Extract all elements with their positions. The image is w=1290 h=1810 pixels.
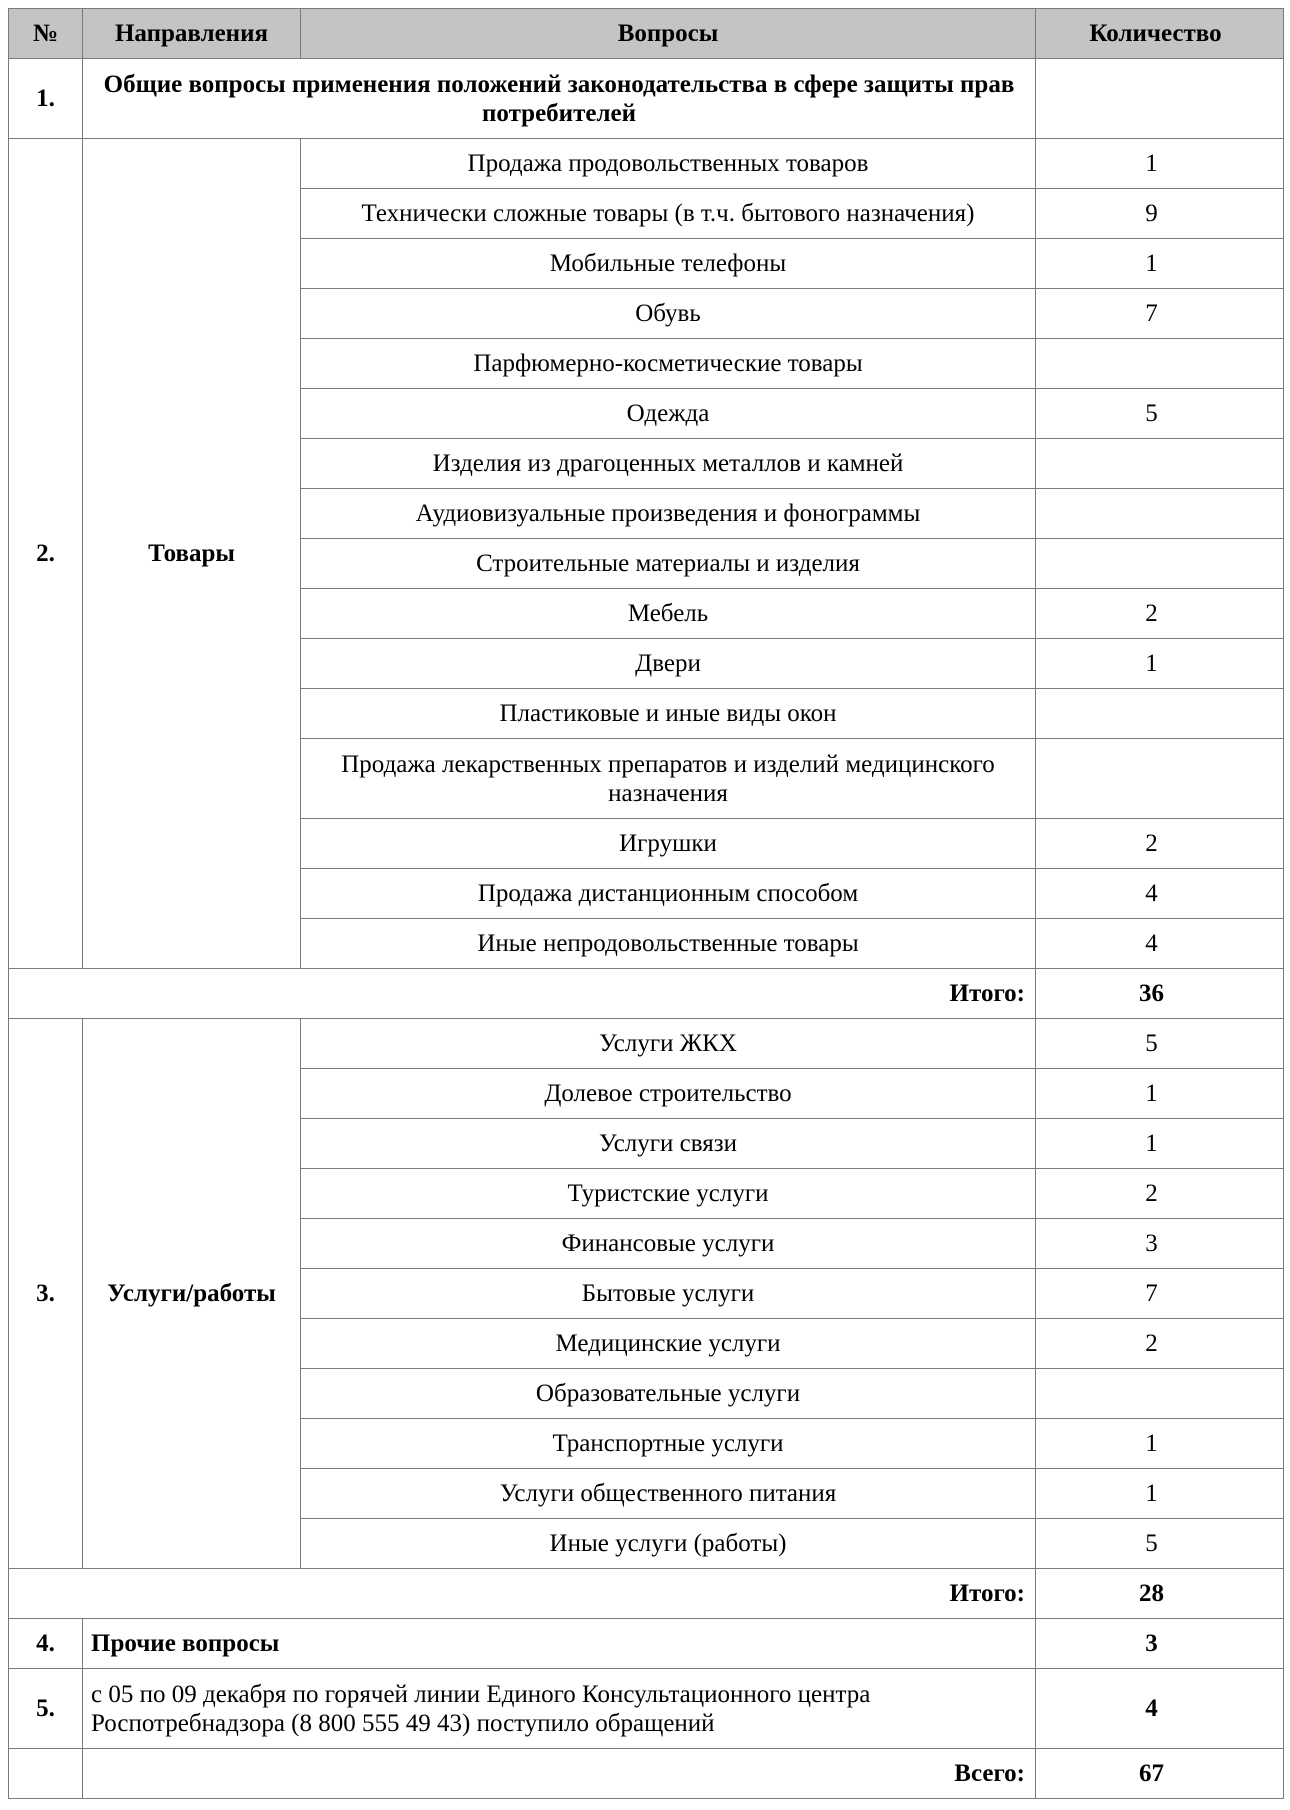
- question-label: Иные услуги (работы): [301, 1519, 1036, 1569]
- question-label: Мебель: [301, 589, 1036, 639]
- question-label: Туристские услуги: [301, 1169, 1036, 1219]
- header-direction: Направления: [83, 9, 301, 59]
- hotline-row: [9, 1669, 1284, 1749]
- grand-total-row: [9, 1749, 1284, 1799]
- goods-label: Товары: [83, 139, 301, 969]
- question-label: Финансовые услуги: [301, 1219, 1036, 1269]
- other-label: Прочие вопросы: [83, 1619, 1036, 1669]
- question-label: Транспортные услуги: [301, 1419, 1036, 1469]
- row-number: 5.: [9, 1669, 83, 1749]
- hotline-count: 4: [1036, 1669, 1284, 1749]
- question-count: 1: [1036, 1469, 1284, 1519]
- question-count: 3: [1036, 1219, 1284, 1269]
- services-item-row: [9, 1019, 1284, 1069]
- question-label: Изделия из драгоценных металлов и камней: [301, 439, 1036, 489]
- question-count: 1: [1036, 1419, 1284, 1469]
- header-no: №: [9, 9, 83, 59]
- question-label: Пластиковые и иные виды окон: [301, 689, 1036, 739]
- question-count: 1: [1036, 1069, 1284, 1119]
- question-count: 1: [1036, 239, 1284, 289]
- question-count: [1036, 489, 1284, 539]
- question-label: Медицинские услуги: [301, 1319, 1036, 1369]
- grand-total-label: Всего:: [83, 1749, 1036, 1799]
- question-label: Услуги общественного питания: [301, 1469, 1036, 1519]
- question-count: 4: [1036, 919, 1284, 969]
- question-label: Одежда: [301, 389, 1036, 439]
- question-count: [1036, 1369, 1284, 1419]
- question-label: Долевое строительство: [301, 1069, 1036, 1119]
- question-count: [1036, 689, 1284, 739]
- question-count: 2: [1036, 1319, 1284, 1369]
- services-total-label: Итого:: [9, 1569, 1036, 1619]
- question-count: [1036, 339, 1284, 389]
- question-count: 1: [1036, 639, 1284, 689]
- goods-item-row: [9, 139, 1284, 189]
- question-count: 1: [1036, 139, 1284, 189]
- row-number: 2.: [9, 139, 83, 969]
- question-count: [1036, 439, 1284, 489]
- question-label: Строительные материалы и изделия: [301, 539, 1036, 589]
- question-count: 4: [1036, 869, 1284, 919]
- question-count: 7: [1036, 1269, 1284, 1319]
- grand-total-value: 67: [1036, 1749, 1284, 1799]
- question-label: Бытовые услуги: [301, 1269, 1036, 1319]
- question-count: 7: [1036, 289, 1284, 339]
- question-count: [1036, 739, 1284, 819]
- question-count: 1: [1036, 1119, 1284, 1169]
- question-label: Аудиовизуальные произведения и фонограммы: [301, 489, 1036, 539]
- grand-total-empty-cell: [9, 1749, 83, 1799]
- goods-total-row: [9, 969, 1284, 1019]
- general-questions-label: Общие вопросы применения положений законодательства в сфере защиты прав потребителей: [83, 59, 1036, 139]
- row-number: 1.: [9, 59, 83, 139]
- question-label: Парфюмерно-косметические товары: [301, 339, 1036, 389]
- services-total-value: 28: [1036, 1569, 1284, 1619]
- header-count: Количество: [1036, 9, 1284, 59]
- header-questions: Вопросы: [301, 9, 1036, 59]
- question-label: Продажа лекарственных препаратов и изделий медицинского назначения: [301, 739, 1036, 819]
- question-label: Продажа дистанционным способом: [301, 869, 1036, 919]
- question-count: 2: [1036, 819, 1284, 869]
- goods-total-label: Итого:: [9, 969, 1036, 1019]
- services-total-row: [9, 1569, 1284, 1619]
- general-count: [1036, 59, 1284, 139]
- header-row: [9, 9, 1284, 59]
- general-row: [9, 59, 1284, 139]
- question-label: Двери: [301, 639, 1036, 689]
- goods-total-value: 36: [1036, 969, 1284, 1019]
- question-label: Иные непродовольственные товары: [301, 919, 1036, 969]
- hotline-text: с 05 по 09 декабря по горячей линии Единого Консультационного центра Роспотребнадзора (8 800 555 49 43) поступило обращений: [83, 1669, 1036, 1749]
- question-label: Обувь: [301, 289, 1036, 339]
- services-label: Услуги/работы: [83, 1019, 301, 1569]
- question-count: 2: [1036, 589, 1284, 639]
- row-number: 4.: [9, 1619, 83, 1669]
- question-label: Технически сложные товары (в т.ч. бытового назначения): [301, 189, 1036, 239]
- question-count: [1036, 539, 1284, 589]
- question-count: 2: [1036, 1169, 1284, 1219]
- question-label: Игрушки: [301, 819, 1036, 869]
- question-count: 9: [1036, 189, 1284, 239]
- other-count: 3: [1036, 1619, 1284, 1669]
- question-label: Образовательные услуги: [301, 1369, 1036, 1419]
- question-label: Мобильные телефоны: [301, 239, 1036, 289]
- other-row: [9, 1619, 1284, 1669]
- question-label: Услуги ЖКХ: [301, 1019, 1036, 1069]
- question-label: Услуги связи: [301, 1119, 1036, 1169]
- question-count: 5: [1036, 389, 1284, 439]
- question-count: 5: [1036, 1019, 1284, 1069]
- row-number: 3.: [9, 1019, 83, 1569]
- consumer-rights-table: [8, 8, 1284, 1799]
- question-label: Продажа продовольственных товаров: [301, 139, 1036, 189]
- question-count: 5: [1036, 1519, 1284, 1569]
